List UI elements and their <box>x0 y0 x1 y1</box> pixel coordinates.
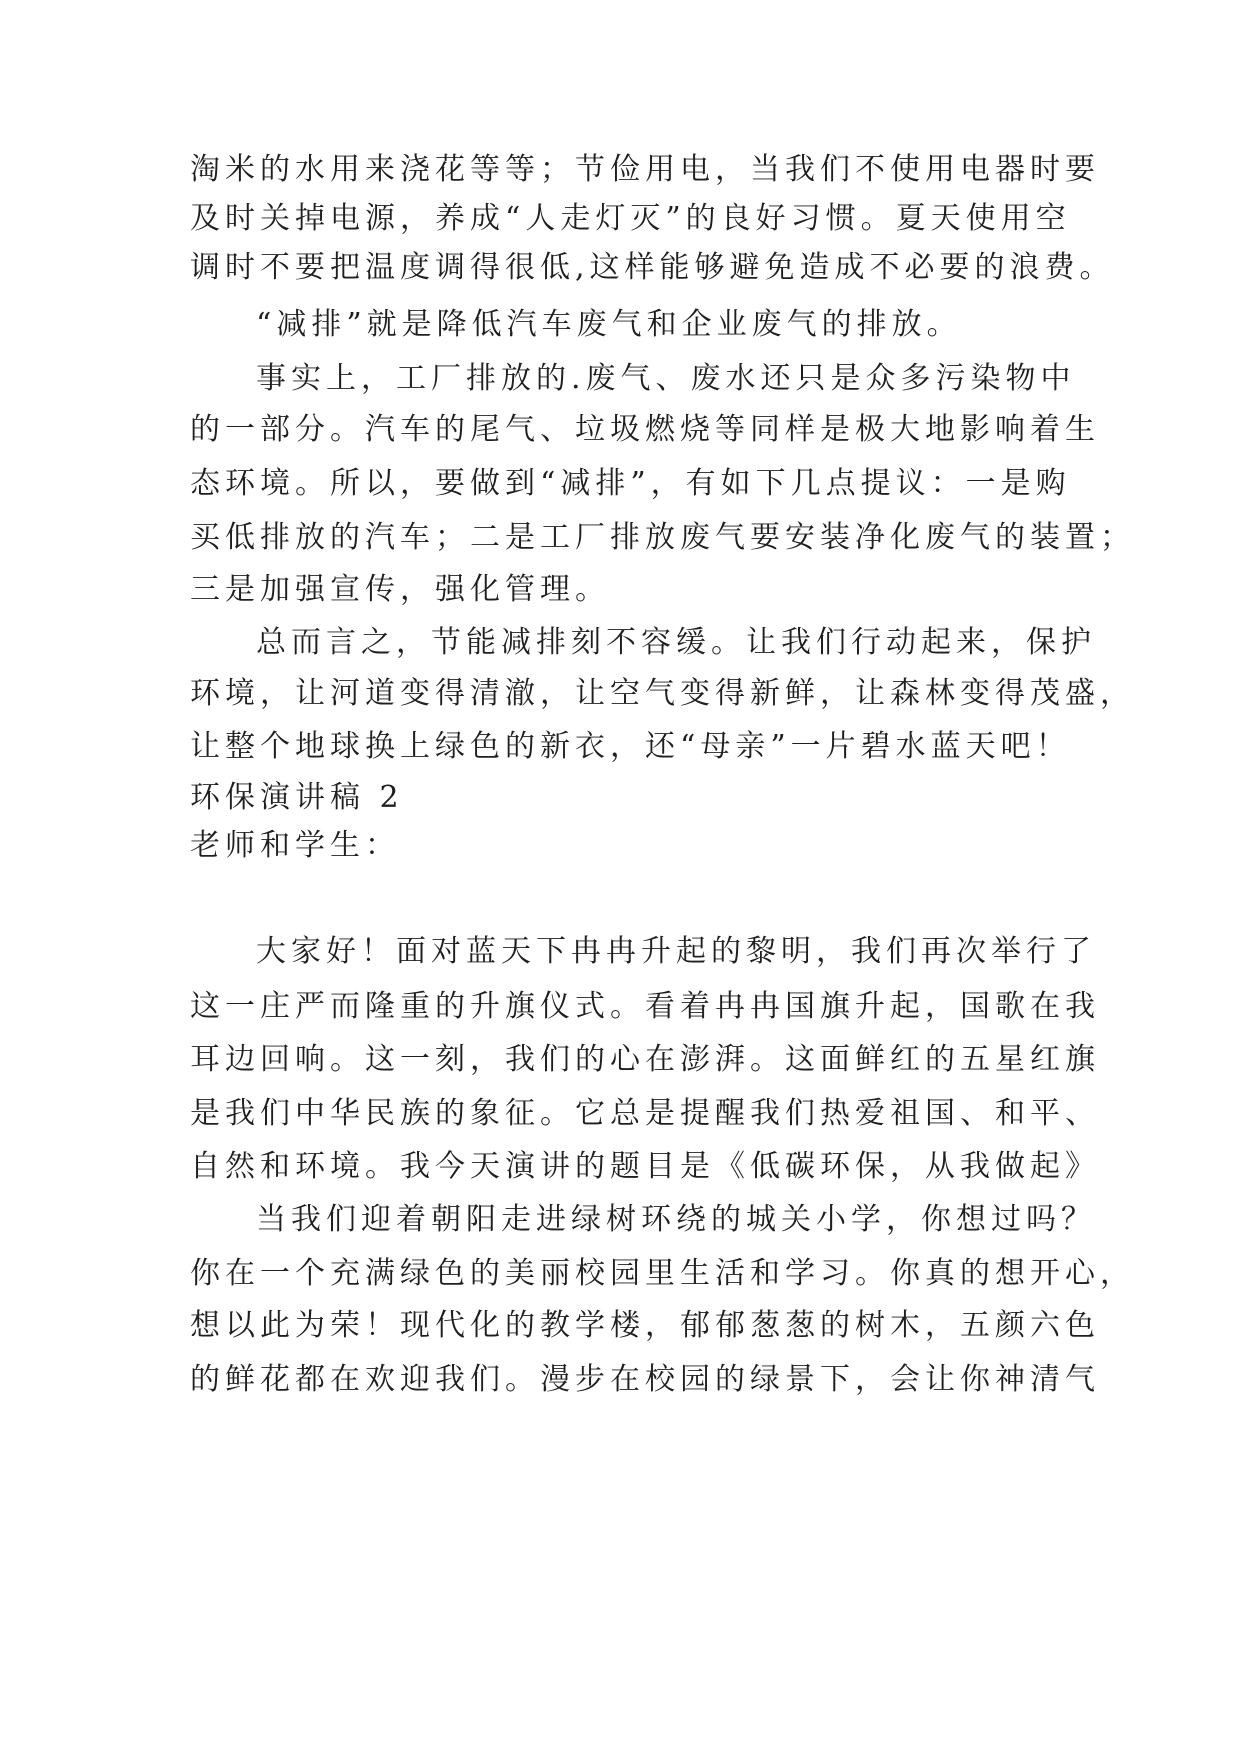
body-text-line: 淘米的水用来浇花等等；节俭用电，当我们不使用电器时要 <box>190 152 1100 187</box>
body-text-line: 是我们中华民族的象征。它总是提醒我们热爱祖国、和平、 <box>190 1096 1100 1131</box>
body-text-line: 想以此为荣！现代化的教学楼，郁郁葱葱的树木，五颜六色 <box>190 1308 1100 1343</box>
body-text-line: 自然和环境。我今天演讲的题目是《低碳环保，从我做起》 <box>190 1149 1100 1184</box>
body-text-line: 你在一个充满绿色的美丽校园里生活和学习。你真的想开心， <box>190 1256 1135 1291</box>
body-text-line: 买低排放的汽车；二是工厂排放废气要安装净化废气的装置； <box>190 520 1135 555</box>
body-text-line: 三是加强宣传，强化管理。 <box>190 572 610 607</box>
body-text-line: 总而言之，节能减排刻不容缓。让我们行动起来，保护 <box>256 625 1096 660</box>
salutation: 老师和学生： <box>190 828 400 863</box>
body-text-line: 事实上，工厂排放的.废气、废水还只是众多污染物中 <box>256 361 1076 396</box>
body-text-line: 调时不要把温度调得很低,这样能够避免造成不必要的浪费。 <box>190 250 1115 285</box>
body-text-line: 让整个地球换上绿色的新衣，还“母亲”一片碧水蓝天吧！ <box>190 729 1071 764</box>
body-text-line: 态环境。所以，要做到“减排”，有如下几点提议：一是购 <box>190 466 1071 501</box>
body-text-line: 的一部分。汽车的尾气、垃圾燃烧等同样是极大地影响着生 <box>190 412 1100 447</box>
body-text-line: 环境，让河道变得清澈，让空气变得新鲜，让森林变得茂盛， <box>190 676 1135 711</box>
section-heading: 环保演讲稿 2 <box>190 780 404 815</box>
body-text-line: 的鲜花都在欢迎我们。漫步在校园的绿景下，会让你神清气 <box>190 1362 1100 1397</box>
body-text-line: 当我们迎着朝阳走进绿树环绕的城关小学，你想过吗？ <box>256 1202 1096 1237</box>
body-text-line: 耳边回响。这一刻，我们的心在澎湃。这面鲜红的五星红旗 <box>190 1042 1100 1077</box>
body-text-line: 这一庄严而隆重的升旗仪式。看着冉冉国旗升起，国歌在我 <box>190 989 1100 1024</box>
body-text-line: “减排”就是降低汽车废气和企业废气的排放。 <box>256 307 962 342</box>
body-text-line: 大家好！面对蓝天下冉冉升起的黎明，我们再次举行了 <box>256 934 1096 969</box>
body-text-line: 及时关掉电源，养成“人走灯灭”的良好习惯。夏天使用空 <box>190 201 1071 236</box>
